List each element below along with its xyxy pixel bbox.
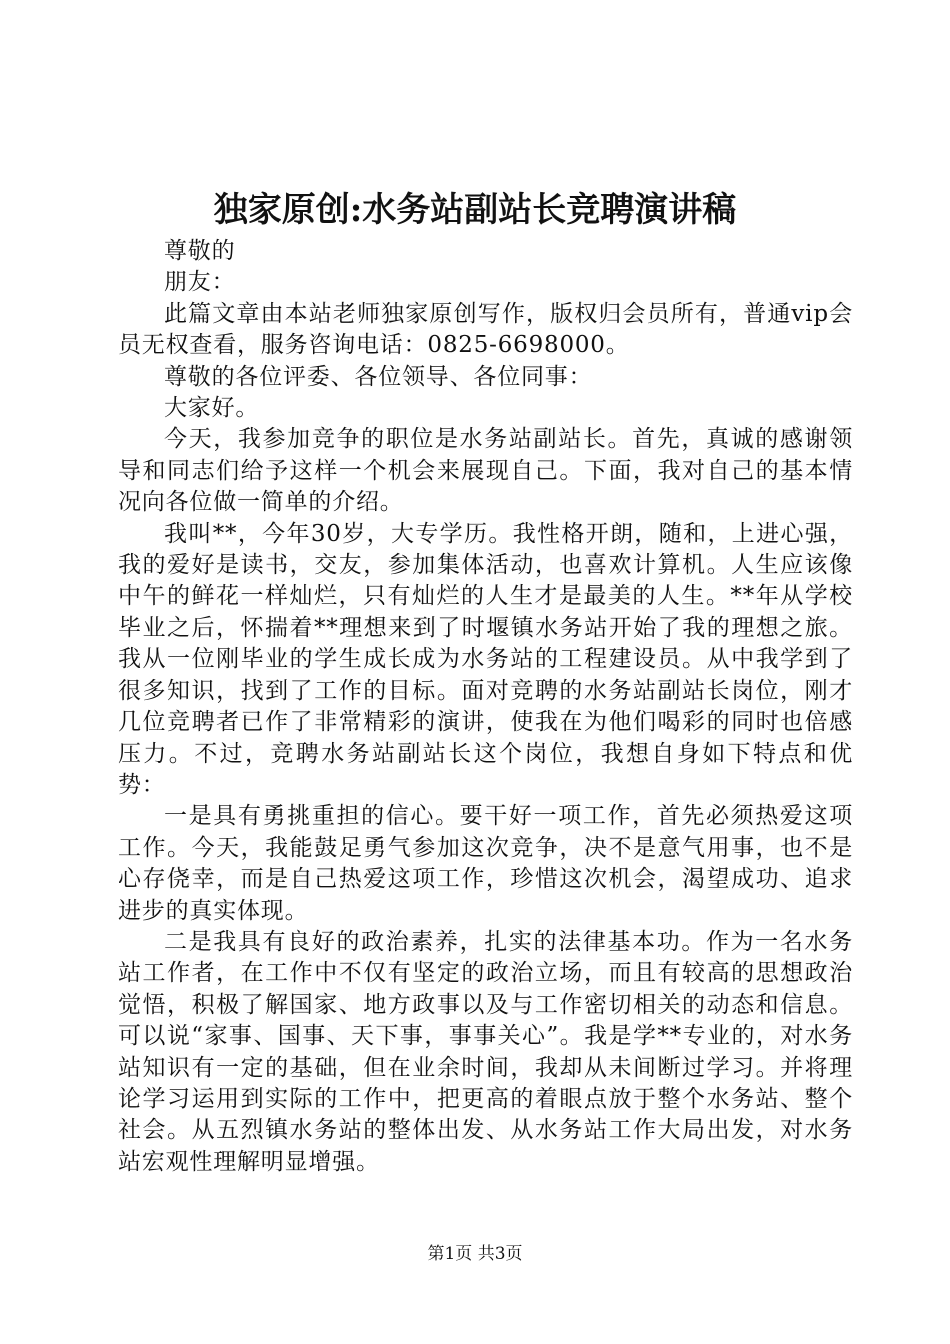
paragraph-hello: 大家好。 — [164, 395, 260, 422]
paragraph-point-one: 一是具有勇挑重担的信心。要干好一项工作，首先必须热爱这项工作。今天，我能鼓足勇气参加这次竞争，决不是意气用事，也不是心存侥幸，而是自己热爱这项工作，珍惜这次机会，渴望成功、追求进步的真实体现。 — [118, 803, 853, 924]
paragraph-copyright-notice: 此篇文章由本站老师独家原创写作，版权归会员所有，普通vip会员无权查看，服务咨询电话：0825-6698000。 — [118, 300, 853, 359]
paragraph-point-two: 二是我具有良好的政治素养，扎实的法律基本功。作为一名水务站工作者，在工作中不仅有坚定的政治立场，而且有较高的思想政治觉悟，积极了解国家、地方政事以及与工作密切相关的动态和信息。可以说“家事、国事、天下事，事事关心”。我是学**专业的，对水务站知识有一定的基础，但在业余时间，我却从未间断过学习。并将理论学习运用到实际的工作中，把更高的着眼点放于整个水务站、整个社会。从五烈镇水务站的整体出发、从水务站工作大局出发，对水务站宏观性理解明显增强。 — [118, 928, 853, 1175]
page-footer: 第1页 共3页 — [427, 1244, 523, 1264]
paragraph-salutation-2: 朋友： — [164, 269, 236, 296]
paragraph-self-introduction: 我叫**，今年30岁，大专学历。我性格开朗，随和，上进心强，我的爱好是读书，交友，参加集体活动，也喜欢计算机。人生应该像中午的鲜花一样灿烂，只有灿烂的人生才是最美的人生。**年从学校毕业之后，怀揣着**理想来到了时堰镇水务站开始了我的理想之旅。我从一位刚毕业的学生成长成为水务站的工程建设员。从中我学到了很多知识，找到了工作的目标。面对竞聘的水务站副站长岗位，刚才几位竞聘者已作了非常精彩的演讲，使我在为他们喝彩的同时也倍感压力。不过，竞聘水务站副站长这个岗位，我想自身如下特点和优势： — [118, 520, 853, 798]
document-body — [118, 236, 853, 1178]
document-title: 独家原创:水务站副站长竞聘演讲稿 — [213, 190, 737, 230]
paragraph-introduction: 今天，我参加竞争的职位是水务站副站长。首先，真诚的感谢领导和同志们给予这样一个机会来展现自己。下面，我对自己的基本情况向各位做一简单的介绍。 — [118, 426, 853, 516]
paragraph-salutation-1: 尊敬的 — [164, 238, 236, 264]
paragraph-greeting-audience: 尊敬的各位评委、各位领导、各位同事： — [164, 363, 593, 390]
